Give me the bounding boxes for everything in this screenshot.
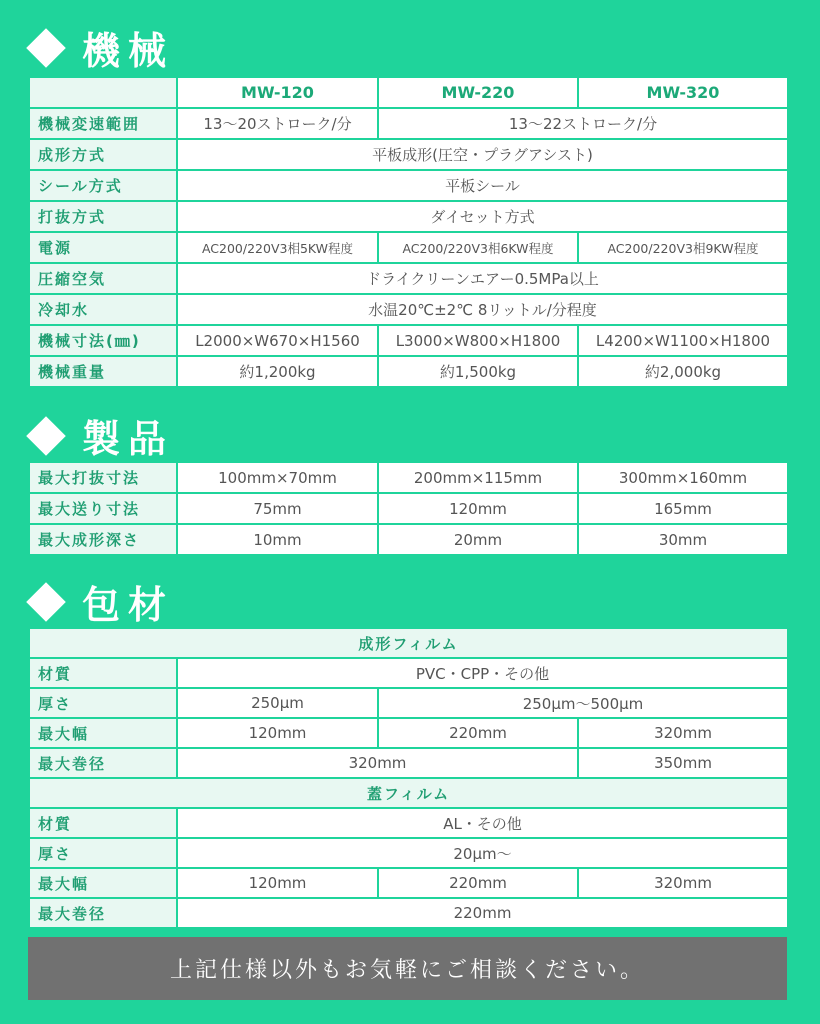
row-label: 最大打抜寸法 xyxy=(29,462,177,493)
table-row xyxy=(29,688,788,718)
table-row xyxy=(29,524,788,555)
row-label: 成形方式 xyxy=(29,139,177,170)
product-spec-table xyxy=(28,461,789,556)
table-cell: 20μm〜 xyxy=(177,838,788,868)
table-cell: L4200×W1100×H1800 xyxy=(578,325,788,356)
row-label: 機械重量 xyxy=(29,356,177,387)
table-row xyxy=(29,658,788,688)
table-cell: 320mm xyxy=(578,718,788,748)
table-cell: 220mm xyxy=(177,898,788,928)
row-label: 打抜方式 xyxy=(29,201,177,232)
table-row xyxy=(29,718,788,748)
row-label: 最大幅 xyxy=(29,718,177,748)
table-cell: AL・その他 xyxy=(177,808,788,838)
table-cell: 165mm xyxy=(578,493,788,524)
table-row xyxy=(29,808,788,838)
row-label: 材質 xyxy=(29,658,177,688)
table-row xyxy=(29,778,788,808)
table-cell: 水温20℃±2℃ 8リットル/分程度 xyxy=(177,294,788,325)
table-cell: PVC・CPP・その他 xyxy=(177,658,788,688)
diamond-icon xyxy=(26,416,66,456)
row-label: 冷却水 xyxy=(29,294,177,325)
table-cell: 20mm xyxy=(378,524,578,555)
table-cell: 220mm xyxy=(378,718,578,748)
section-title-packaging xyxy=(22,574,174,629)
table-cell: 13〜22ストローク/分 xyxy=(378,108,788,139)
table-row xyxy=(29,201,788,232)
table-cell: 250μm xyxy=(177,688,378,718)
row-label: 厚さ xyxy=(29,688,177,718)
table-cell: 平板成形(圧空・プラグアシスト) xyxy=(177,139,788,170)
table-row xyxy=(29,838,788,868)
table-cell: 13〜20ストローク/分 xyxy=(177,108,378,139)
table-cell: 320mm xyxy=(177,748,578,778)
forming-film-header: 成形フィルム xyxy=(29,628,788,658)
table-cell: AC200/220V3相5KW程度 xyxy=(177,232,378,263)
table-cell: 平板シール xyxy=(177,170,788,201)
table-row xyxy=(29,493,788,524)
table-cell: 120mm xyxy=(378,493,578,524)
table-cell: 約1,500kg xyxy=(378,356,578,387)
table-cell: 約2,000kg xyxy=(578,356,788,387)
table-cell: 250μm〜500μm xyxy=(378,688,788,718)
model-header: MW-120 xyxy=(177,77,378,108)
table-row xyxy=(29,898,788,928)
row-label: シール方式 xyxy=(29,170,177,201)
table-cell: 100mm×70mm xyxy=(177,462,378,493)
table-row xyxy=(29,356,788,387)
section-title-text: 製品 xyxy=(82,417,175,461)
table-cell: AC200/220V3相6KW程度 xyxy=(378,232,578,263)
table-cell: 30mm xyxy=(578,524,788,555)
table-cell: 220mm xyxy=(378,868,578,898)
table-cell: ダイセット方式 xyxy=(177,201,788,232)
machine-spec-table xyxy=(28,76,789,388)
row-label: 最大幅 xyxy=(29,868,177,898)
row-label: 厚さ xyxy=(29,838,177,868)
section-title-product xyxy=(22,408,174,463)
table-cell: L2000×W670×H1560 xyxy=(177,325,378,356)
row-label: 最大送り寸法 xyxy=(29,493,177,524)
row-label: 電源 xyxy=(29,232,177,263)
table-row xyxy=(29,462,788,493)
row-label: 最大巻径 xyxy=(29,748,177,778)
row-label: 材質 xyxy=(29,808,177,838)
section-title-text: 包材 xyxy=(82,583,175,627)
section-title-machine xyxy=(22,20,174,75)
table-row xyxy=(29,628,788,658)
row-label: 機械寸法(㎜) xyxy=(29,325,177,356)
table-row xyxy=(29,294,788,325)
packaging-spec-table xyxy=(28,627,789,929)
table-row xyxy=(29,868,788,898)
model-header: MW-320 xyxy=(578,77,788,108)
diamond-icon xyxy=(26,28,66,68)
table-row xyxy=(29,170,788,201)
table-cell: 200mm×115mm xyxy=(378,462,578,493)
lid-film-header: 蓋フィルム xyxy=(29,778,788,808)
table-row xyxy=(29,108,788,139)
table-cell: L3000×W800×H1800 xyxy=(378,325,578,356)
row-label: 最大巻径 xyxy=(29,898,177,928)
table-cell: 120mm xyxy=(177,718,378,748)
diamond-icon xyxy=(26,582,66,622)
model-header: MW-220 xyxy=(378,77,578,108)
contact-banner xyxy=(28,937,787,1000)
table-cell: 300mm×160mm xyxy=(578,462,788,493)
table-row xyxy=(29,325,788,356)
row-label: 機械変速範囲 xyxy=(29,108,177,139)
table-cell: 10mm xyxy=(177,524,378,555)
row-label: 圧縮空気 xyxy=(29,263,177,294)
table-cell: 320mm xyxy=(578,868,788,898)
table-cell: 75mm xyxy=(177,493,378,524)
table-cell: 約1,200kg xyxy=(177,356,378,387)
table-cell: 120mm xyxy=(177,868,378,898)
table-row xyxy=(29,232,788,263)
row-label: 最大成形深さ xyxy=(29,524,177,555)
table-row xyxy=(29,77,788,108)
table-row xyxy=(29,748,788,778)
contact-banner-text: 上記仕様以外もお気軽にご相談ください。 xyxy=(169,958,645,983)
table-cell: AC200/220V3相9KW程度 xyxy=(578,232,788,263)
table-cell: 350mm xyxy=(578,748,788,778)
section-title-text: 機械 xyxy=(82,29,175,73)
table-row xyxy=(29,139,788,170)
table-corner xyxy=(29,77,177,108)
table-cell: ドライクリーンエアー0.5MPa以上 xyxy=(177,263,788,294)
table-row xyxy=(29,263,788,294)
